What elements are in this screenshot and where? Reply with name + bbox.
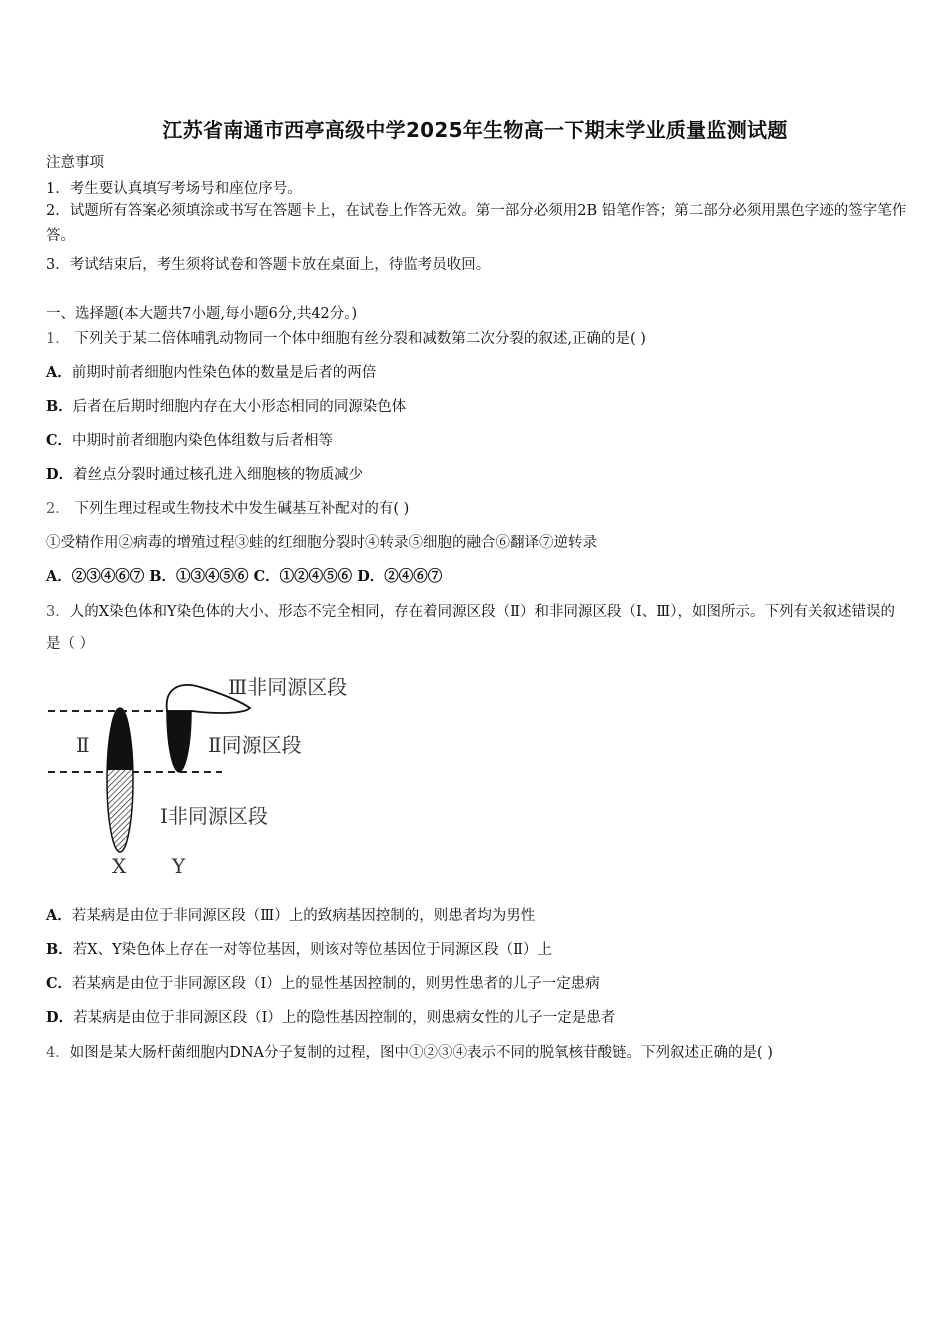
option-label: C． [46, 975, 73, 992]
label-region-III: Ⅲ非同源区段 [228, 675, 348, 699]
exam-title: 江苏省南通市西亭高级中学2025年生物高一下期末学业质量监测试题 [162, 118, 788, 142]
question-1-option-c [46, 429, 333, 450]
notice-item-3: 3．考试结束后，考生须将试卷和答题卡放在桌面上，待监考员收回。 [46, 257, 491, 273]
option-label: D． [46, 466, 74, 483]
question-4 [46, 1041, 773, 1062]
question-1-option-a [46, 361, 376, 382]
option-label: D． [46, 1009, 74, 1026]
question-stem: 下列关于某二倍体哺乳动物同一个体中细胞有丝分裂和减数第二次分裂的叙述,正确的是( ) [74, 331, 646, 347]
question-3 [46, 596, 908, 660]
label-y: Y [172, 854, 186, 878]
option-label: A． [46, 364, 72, 381]
question-2-options: A．②③④⑥⑦ B．①③④⑤⑥ C．①②④⑤⑥ D．②④⑥⑦ [46, 568, 443, 585]
question-number: 1． [46, 331, 70, 347]
notice-heading: 注意事项 [46, 155, 104, 171]
option-text: 后者在后期时细胞内存在大小形态相同的同源染色体 [72, 399, 407, 415]
option-label: B． [46, 398, 73, 415]
question-2-items: ①受精作用②病毒的增殖过程③蛙的红细胞分裂时④转录⑤细胞的融合⑥翻译⑦逆转录 [46, 535, 597, 551]
label-region-II: Ⅱ同源区段 [208, 733, 302, 757]
notice-item-2: 2．试题所有答案必须填涂或书写在答题卡上，在试卷上作答无效。第一部分必须用2B 铅笔作答；第二部分必须用黑色字迹的签字笔作答。 [46, 203, 907, 244]
question-stem: 人的X染色体和Y染色体的大小、形态不完全相同，存在着同源区段（Ⅱ）和非同源区段（Ⅰ、Ⅲ），如图所示。下列有关叙述错误的是（ ） [46, 604, 895, 652]
x-chromosome [107, 708, 133, 852]
xy-chromosome-figure [40, 668, 370, 880]
question-3-option-c [46, 972, 600, 993]
question-1 [46, 327, 646, 348]
question-number: 2． [46, 501, 70, 517]
option-text: 着丝点分裂时通过核孔进入细胞核的物质减少 [73, 467, 364, 483]
section-heading: 一、选择题(本大题共7小题,每小题6分,共42分。) [46, 306, 358, 322]
question-2 [46, 497, 409, 518]
question-3-option-b [46, 938, 552, 959]
option-text: 若X、Y染色体上存在一对等位基因，则该对等位基因位于同源区段（Ⅱ）上 [72, 942, 553, 958]
notice-item-1: 1．考生要认真填写考场号和座位序号。 [46, 181, 302, 197]
question-1-option-b [46, 395, 406, 416]
option-label: B． [46, 941, 73, 958]
option-label: A． [46, 907, 72, 924]
label-x: X [112, 854, 127, 878]
label-region-II-side: Ⅱ [76, 733, 90, 757]
option-text: 前期时前者细胞内性染色体的数量是后者的两倍 [71, 365, 377, 381]
question-number: 3． [46, 604, 70, 620]
question-number: 4． [46, 1045, 70, 1061]
question-1-option-d [46, 463, 363, 484]
option-text: 中期时前者细胞内染色体组数与后者相等 [72, 433, 334, 449]
question-3-option-d [46, 1006, 615, 1027]
option-text: 若某病是由位于非同源区段（Ⅰ）上的隐性基因控制的，则患病女性的儿子一定是患者 [73, 1010, 616, 1026]
question-stem: 如图是某大肠杆菌细胞内DNA分子复制的过程，图中①②③④表示不同的脱氧核苷酸链。下列叙述正确的是( ) [69, 1045, 773, 1061]
question-3-option-a [46, 904, 535, 925]
option-label: C． [46, 432, 73, 449]
option-text: 若某病是由位于非同源区段（Ⅲ）上的致病基因控制的，则患者均为男性 [71, 908, 536, 924]
label-region-I: Ⅰ非同源区段 [160, 804, 268, 828]
question-stem: 下列生理过程或生物技术中发生碱基互补配对的有( ) [74, 501, 410, 517]
option-text: 若某病是由位于非同源区段（Ⅰ）上的显性基因控制的，则男性患者的儿子一定患病 [72, 976, 600, 992]
